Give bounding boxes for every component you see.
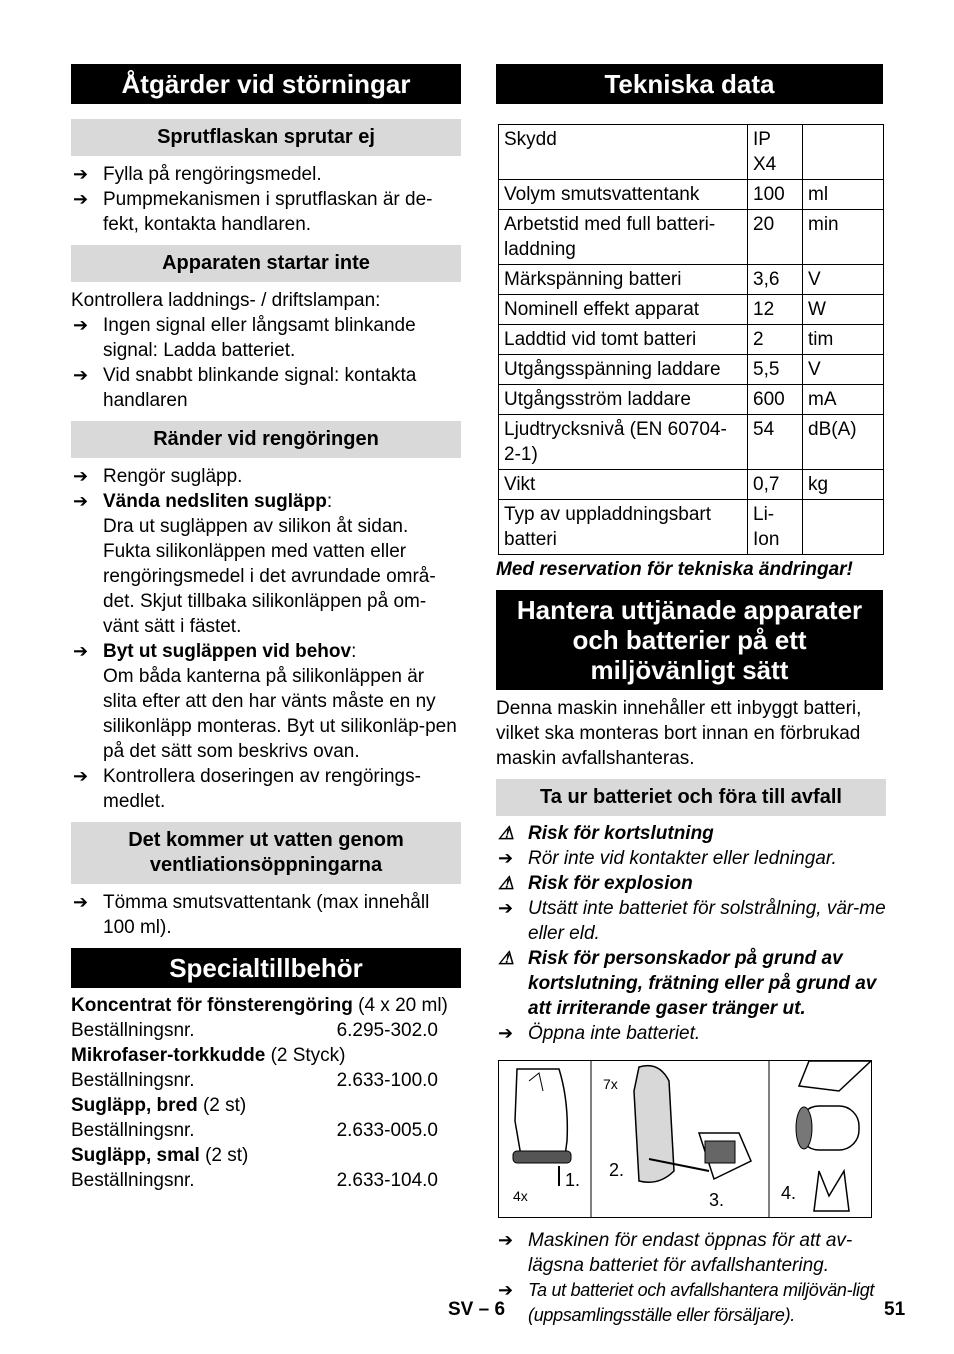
subheading-spray: Sprutflaskan sprutar ej bbox=[71, 119, 461, 156]
table-row bbox=[499, 355, 884, 385]
warning-item: ⚠ Risk för explosion bbox=[498, 873, 693, 894]
arrow-icon: ➔ bbox=[498, 1230, 514, 1250]
spec-name-cell: Skydd bbox=[499, 125, 748, 180]
spec-value-cell: 3,6 bbox=[748, 265, 803, 295]
list-item: ➔ Ta ut batteriet och avfallshantera miljövän-ligt (uppsamlingsställe eller försäljare). bbox=[498, 1280, 875, 1325]
battery-removal-illustration bbox=[498, 1060, 872, 1218]
spec-name-cell: Utgångsspänning laddare bbox=[499, 355, 748, 385]
arrow-icon: ➔ bbox=[498, 898, 514, 918]
warning-item: ⚠ Risk för personskador på grund av kortslutning, frätning eller på grund av att irriterande gaser tränger ut. bbox=[498, 948, 877, 1019]
table-row bbox=[499, 470, 884, 500]
arrow-icon: ➔ bbox=[498, 848, 514, 868]
table-row bbox=[499, 295, 884, 325]
order-row: Beställningsnr. 2.633-104.0 bbox=[71, 1170, 438, 1191]
spec-value-cell: 20 bbox=[748, 210, 803, 265]
page-number: 51 bbox=[884, 1299, 906, 1320]
table-row bbox=[499, 325, 884, 355]
table-row bbox=[499, 385, 884, 415]
list-item: ➔ Byt ut sugläppen vid behov: Om båda kanterna på silikonläppen är slita efter att den har vänts måste en ny silikonläpp monteras. Byt ut silikonläp-pen på det sätt som beskrivs ovan. bbox=[73, 641, 457, 762]
list-item: ➔ Tömma smutsvattentank (max innehåll 100 ml). bbox=[73, 892, 430, 938]
warning-icon: ⚠ bbox=[498, 823, 515, 843]
table-row bbox=[499, 210, 884, 265]
accessory-item: Sugläpp, bred (2 st) bbox=[71, 1095, 247, 1116]
warning-item: ⚠ Risk för kortslutning bbox=[498, 823, 714, 844]
spec-value-cell: 2 bbox=[748, 325, 803, 355]
subheading-water: Det kommer ut vatten genom ventliationsöppningarna bbox=[71, 822, 461, 884]
section-title-accessories: Specialtillbehör bbox=[71, 948, 461, 988]
list-item: ➔ Rengör sugläpp. bbox=[73, 466, 243, 487]
warning-icon: ⚠ bbox=[498, 948, 515, 968]
spec-value-cell: 12 bbox=[748, 295, 803, 325]
spec-name-cell: Utgångsström laddare bbox=[499, 385, 748, 415]
accessory-item: Mikrofaser-torkkudde (2 Styck) bbox=[71, 1045, 346, 1066]
spec-value-cell: IP X4 bbox=[748, 125, 803, 180]
section-title-technical-data: Tekniska data bbox=[496, 64, 883, 104]
device-back-icon bbox=[634, 1066, 674, 1183]
spec-unit-cell: dB(A) bbox=[803, 415, 884, 470]
subheading-start: Apparaten startar inte bbox=[71, 245, 461, 282]
arrow-icon: ➔ bbox=[73, 491, 89, 511]
spec-unit-cell: V bbox=[803, 355, 884, 385]
arrow-icon: ➔ bbox=[73, 766, 89, 786]
spec-unit-cell: mA bbox=[803, 385, 884, 415]
spec-value-cell: 100 bbox=[748, 180, 803, 210]
order-row: Beställningsnr. 6.295-302.0 bbox=[71, 1020, 438, 1041]
list-item: ➔ Maskinen för endast öppnas för att av-lägsna batteriet för avfallshantering. bbox=[498, 1230, 853, 1276]
warning-icon: ⚠ bbox=[498, 873, 515, 893]
spec-name-cell: Arbetstid med full batteri-laddning bbox=[499, 210, 748, 265]
list-item: ➔ Pumpmekanismen i sprutflaskan är de-fekt, kontakta handlaren. bbox=[73, 189, 433, 235]
spec-unit-cell: kg bbox=[803, 470, 884, 500]
disposal-paragraph: Denna maskin innehåller ett inbyggt batteri, vilket ska monteras bort innan en förbrukad maskin avfallshanteras. bbox=[496, 698, 862, 769]
order-row: Beställningsnr. 2.633-100.0 bbox=[71, 1070, 438, 1091]
spec-name-cell: Laddtid vid tomt batteri bbox=[499, 325, 748, 355]
table-row bbox=[499, 415, 884, 470]
subheading-streaks: Ränder vid rengöringen bbox=[71, 421, 461, 458]
page-footer-lang: SV – 6 bbox=[448, 1299, 506, 1320]
table-row bbox=[499, 180, 884, 210]
spec-name-cell: Vikt bbox=[499, 470, 748, 500]
spec-unit-cell: V bbox=[803, 265, 884, 295]
arrow-icon: ➔ bbox=[73, 641, 89, 661]
pliers-icon bbox=[814, 1171, 849, 1211]
svg-text:4.: 4. bbox=[781, 1183, 797, 1203]
intro-text: Kontrollera laddnings- / driftslampan: bbox=[71, 290, 381, 311]
spec-value-cell: 600 bbox=[748, 385, 803, 415]
reservation-note: Med reservation för tekniska ändringar! bbox=[496, 559, 853, 580]
subheading-battery-removal: Ta ur batteriet och föra till avfall bbox=[496, 779, 886, 816]
list-item: ➔ Utsätt inte batteriet för solstrålning, vär-me eller eld. bbox=[498, 898, 886, 944]
spec-value-cell: 0,7 bbox=[748, 470, 803, 500]
spec-name-cell: Nominell effekt apparat bbox=[499, 295, 748, 325]
accessory-item: Koncentrat för fönsterengöring (4 x 20 ml) bbox=[71, 995, 448, 1016]
right-column bbox=[496, 64, 886, 1328]
svg-text:4x: 4x bbox=[513, 1188, 528, 1204]
list-item: ➔ Rör inte vid kontakter eller ledningar. bbox=[498, 848, 837, 869]
spec-unit-cell: W bbox=[803, 295, 884, 325]
spec-unit-cell: tim bbox=[803, 325, 884, 355]
spec-unit-cell bbox=[803, 125, 884, 180]
spec-name-cell: Märkspänning batteri bbox=[499, 265, 748, 295]
svg-text:1.: 1. bbox=[565, 1170, 581, 1190]
list-item: ➔ Kontrollera doseringen av rengörings-medlet. bbox=[73, 766, 421, 812]
section-title-disposal: Hantera uttjänade apparater och batterier på ett miljövänligt sätt bbox=[496, 590, 883, 690]
list-item: ➔ Vid snabbt blinkande signal: kontakta handlaren bbox=[73, 365, 417, 411]
spec-name-cell: Ljudtrycksnivå (EN 60704-2-1) bbox=[499, 415, 748, 470]
order-row: Beställningsnr. 2.633-005.0 bbox=[71, 1120, 438, 1141]
spec-unit-cell: ml bbox=[803, 180, 884, 210]
spec-value-cell: 5,5 bbox=[748, 355, 803, 385]
spec-unit-cell: min bbox=[803, 210, 884, 265]
accessory-item: Sugläpp, smal (2 st) bbox=[71, 1145, 249, 1166]
arrow-icon: ➔ bbox=[498, 1280, 513, 1300]
svg-text:7x: 7x bbox=[603, 1076, 618, 1092]
list-item: ➔ Fylla på rengöringsmedel. bbox=[73, 164, 322, 185]
list-item: ➔ Vända nedsliten sugläpp: Dra ut sugläppen av silikon åt sidan. Fukta silikonläppen med vatten eller rengöringsmedel i det avrundade områ-det. Skjut tillbaka silikonläppen på om-vänt sätt i fästet. bbox=[73, 491, 436, 637]
list-item: ➔ Ingen signal eller långsamt blinkande signal: Ladda batteriet. bbox=[73, 315, 416, 361]
tech-data-table bbox=[498, 124, 884, 555]
svg-text:3.: 3. bbox=[709, 1190, 725, 1210]
spec-name-cell: Typ av uppladdningsbart batteri bbox=[499, 500, 748, 555]
table-row bbox=[499, 265, 884, 295]
arrow-icon: ➔ bbox=[73, 164, 89, 184]
arrow-icon: ➔ bbox=[73, 892, 89, 912]
spec-name-cell: Volym smutsvattentank bbox=[499, 180, 748, 210]
table-row bbox=[499, 500, 884, 555]
spec-unit-cell bbox=[803, 500, 884, 555]
arrow-icon: ➔ bbox=[498, 1023, 514, 1043]
spec-value-cell: 54 bbox=[748, 415, 803, 470]
svg-text:2.: 2. bbox=[609, 1160, 625, 1180]
left-column bbox=[71, 64, 461, 1193]
list-item: ➔ Öppna inte batteriet. bbox=[498, 1023, 701, 1044]
arrow-icon: ➔ bbox=[73, 189, 89, 209]
section-title-troubleshooting: Åtgärder vid störningar bbox=[71, 64, 461, 104]
arrow-icon: ➔ bbox=[73, 365, 89, 385]
spec-value-cell: Li-Ion bbox=[748, 500, 803, 555]
illustration-svg bbox=[499, 1061, 871, 1217]
table-row bbox=[499, 125, 884, 180]
arrow-icon: ➔ bbox=[73, 315, 89, 335]
arrow-icon: ➔ bbox=[73, 466, 89, 486]
